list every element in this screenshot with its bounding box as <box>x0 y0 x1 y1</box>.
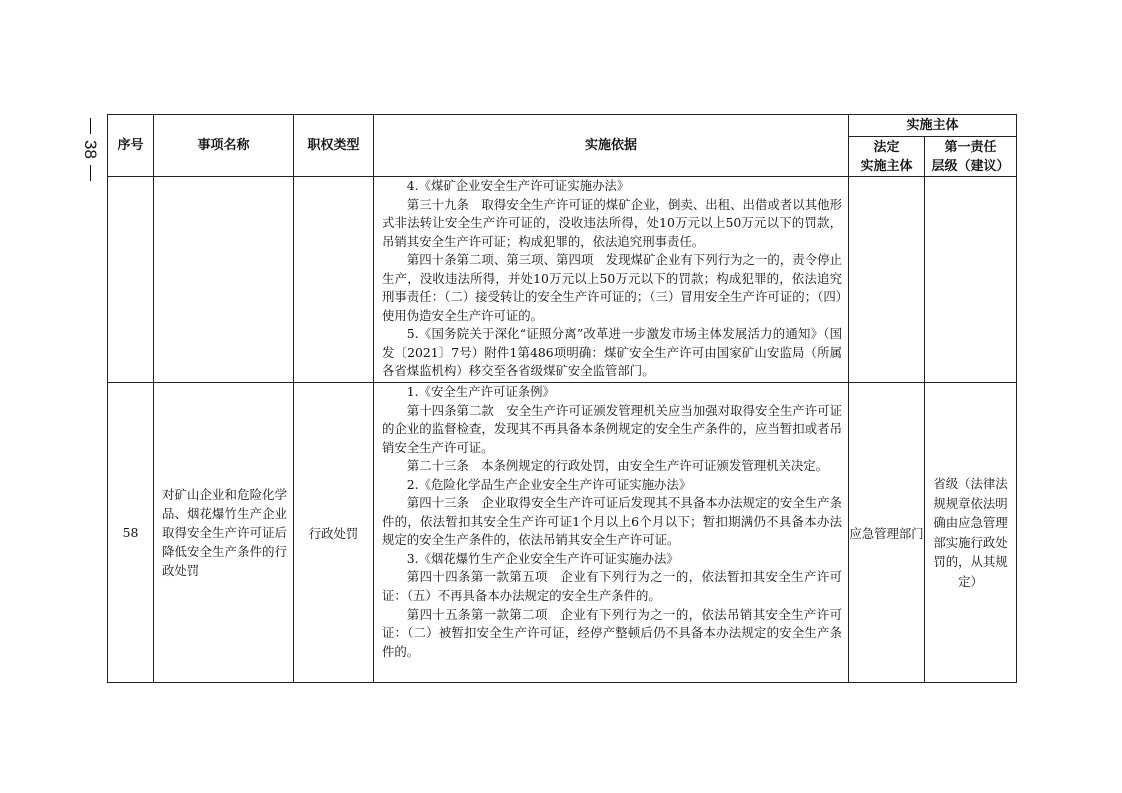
row-seq <box>108 177 154 383</box>
basis-paragraph: 3.《烟花爆竹生产企业安全生产许可证实施办法》 <box>406 550 679 566</box>
basis-paragraph: 5.《国务院关于深化“证照分离”改革进一步激发市场主体发展活力的通知》（国发〔2021〕7号）附件1第486项明确：煤矿安全生产许可由国家矿山安监局（所属各省煤监机构）移交至各省级煤矿安全监管部门。 <box>382 326 842 379</box>
header-level <box>925 137 1017 177</box>
row-level: 省级（法律法规规章依法明确由应急管理部实施行政处罚的，从其规定） <box>925 383 1017 683</box>
basis-paragraph: 4.《煤矿企业安全生产许可证实施办法》 <box>406 178 630 193</box>
basis-paragraph: 第十四条第二款 安全生产许可证颁发管理机关应当加强对取得安全生产许可证的企业的监督检查，发现其不再具备本条例规定的安全生产条件的，应当暂扣或者吊销安全生产许可证。 <box>382 402 842 455</box>
header-legal-subject <box>849 137 925 177</box>
row-basis <box>374 177 849 383</box>
basis-paragraph: 第四十条第二项、第三项、第四项 发现煤矿企业有下列行为之一的，责令停止生产，没收违法所得，并处10万元以上50万元以下的罚款；构成犯罪的，依法追究刑事责任：（二）接受转让的安全生产许可证的；（三）冒用安全生产许可证的；（四）使用伪造安全生产许可证的。 <box>382 252 842 323</box>
power-list-table <box>107 114 1017 683</box>
header-item-name: 事项名称 <box>154 115 294 177</box>
row-power-type: 行政处罚 <box>294 383 374 683</box>
basis-paragraph: 第四十三条 企业取得安全生产许可证后发现其不具备本办法规定的安全生产条件的，依法暂扣其安全生产许可证1个月以上6个月以下；暂扣期满仍不具备本办法规定的安全生产条件的，依法吊销其安全生产许可证。 <box>382 495 842 548</box>
row-legal-subject: 应急管理部门 <box>849 383 925 683</box>
row-seq: 58 <box>108 383 154 683</box>
row-basis <box>374 383 849 683</box>
row-item-name <box>154 177 294 383</box>
basis-paragraph: 2.《危险化学品生产企业安全生产许可证实施办法》 <box>406 476 692 492</box>
header-seq: 序号 <box>108 115 154 177</box>
row-level <box>925 177 1017 383</box>
row-item-name: 对矿山企业和危险化学品、烟花爆竹生产企业取得安全生产许可证后降低安全生产条件的行政处罚 <box>154 383 294 683</box>
row-legal-subject <box>849 177 925 383</box>
basis-paragraph: 第四十四条第一款第五项 企业有下列行为之一的，依法暂扣其安全生产许可证：（五）不再具备本办法规定的安全生产条件的。 <box>382 569 842 604</box>
page-number-dash-top <box>90 118 91 134</box>
header-legal-subject-line2: 实施主体 <box>860 158 913 174</box>
basis-paragraph: 第二十三条 本条例规定的行政处罚，由安全生产许可证颁发管理机关决定。 <box>406 458 829 474</box>
page-number-text: 38 <box>81 140 100 159</box>
basis-paragraph: 1.《安全生产许可证条例》 <box>406 384 555 399</box>
basis-paragraph: 第三十九条 取得安全生产许可证的煤矿企业，倒卖、出租、出借或者以其他形式非法转让安全生产许可证的，没收违法所得，处10万元以上50万元以下的罚款，吊销其安全生产许可证；构成犯罪的，依法追究刑事责任。 <box>382 196 842 249</box>
basis-paragraph: 第四十五条第一款第二项 企业有下列行为之一的，依法吊销其安全生产许可证：（二）被暂扣安全生产许可证，经停产整顿后仍不具备本办法规定的安全生产条件的。 <box>382 606 842 659</box>
row-power-type <box>294 177 374 383</box>
table-row <box>108 177 1017 383</box>
table-row <box>108 383 1017 683</box>
header-level-line2: 层级（建议） <box>931 158 1010 174</box>
page-number <box>72 118 108 208</box>
header-legal-subject-line1: 法定 <box>873 139 900 155</box>
header-basis: 实施依据 <box>374 115 849 177</box>
header-level-line1: 第一责任 <box>944 139 997 155</box>
page-number-dash-bottom <box>90 165 91 181</box>
header-power-type: 职权类型 <box>294 115 374 177</box>
header-subject: 实施主体 <box>849 115 1017 137</box>
